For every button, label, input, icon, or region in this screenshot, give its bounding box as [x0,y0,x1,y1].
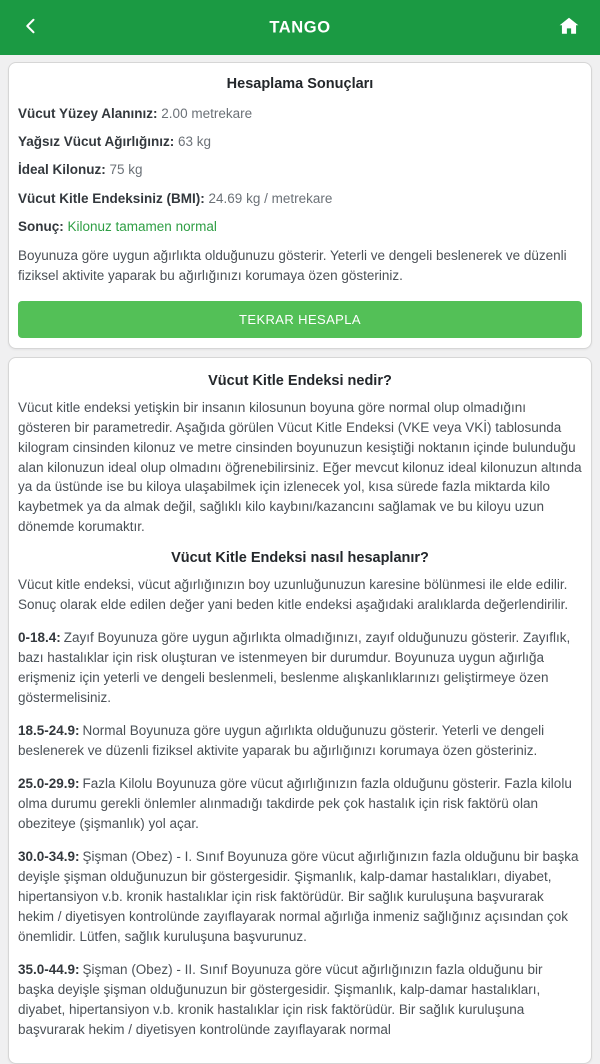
bmi-range-text: Normal Boyunuza göre uygun ağırlıkta olduğunuzu gösterir. Yeterli ve dengeli beslenerek ve düzenli fiziksel aktivite yaparak bu ağırlığınızı korumaya özen gösteriniz. [18,723,545,759]
bmi-range-bounds: 35.0-44.9: [18,961,80,977]
home-button[interactable] [552,11,586,45]
bmi-range-bounds: 25.0-29.9: [18,776,80,792]
bmi-range-bounds: 0-18.4: [18,630,61,646]
result-label: Yağsız Vücut Ağırlığınız: [18,134,175,150]
recalculate-button[interactable]: TEKRAR HESAPLA [18,301,582,338]
bmi-range-normal [18,721,582,761]
result-row-body-surface [18,105,582,123]
result-note: Boyunuza göre uygun ağırlıkta olduğunuzu gösterir. Yeterli ve dengeli beslenerek ve düzenli fiziksel aktivite yaparak bu ağırlığınızı korumaya özen gösteriniz. [18,248,567,284]
bmi-info-card [8,357,592,1064]
app-header [0,0,600,55]
bmi-range-text: Şişman (Obez) - I. Sınıf Boyunuza göre vücut ağırlığınızın fazla olduğunu bir başka deyişle şişman olduğunuzun bir göstergesidir. Şişmanlık, kalp-damar hastalıkları, diyabet, hipertansiyon v.b. kronik hastalıklar için risk faktörüdür. Bir sağlık kuruluşuna başvurarak hekim / diyetisyen kontrolünde zayıflayarak normal ağırlığa inmeniz sağlığınız açısından çok önemlidir. Lütfen, sağlık kuruluşuna başvurunuz. [18,849,579,944]
bmi-range-bounds: 18.5-24.9: [18,723,80,739]
result-value: 2.00 metrekare [161,106,253,121]
bmi-range-obese-2 [18,960,582,1040]
result-value-highlight: Kilonuz tamamen normal [67,218,217,234]
bmi-range-text: Zayıf Boyunuza göre uygun ağırlıkta olmadığınızı, zayıf olduğunuzu gösterir. Zayıflık, bazı hastalıklar için risk oluşturan ve istenmeyen bir durumdur. Boyunuza uygun ağırlığa erişmeniz için yeterli ve dengeli beslenmeli, beslenme alışkanlıklarınızı geliştirmeye özen göstermelisiniz. [18,630,571,706]
bmi-calculation-paragraph: Vücut kitle endeksi, vücut ağırlığınızın boy uzunluğunuzun karesine bölünmesi ile elde edilir. Sonuç olarak elde edilen değer yani beden kitle endeksi aşağıdaki aralıklarda değerlendirilir. [18,577,569,613]
page-title: TANGO [269,18,331,36]
bmi-range-bounds: 30.0-34.9: [18,849,80,865]
bmi-range-underweight [18,628,582,708]
result-label: Vücut Yüzey Alanınız: [18,106,158,121]
result-label: İdeal Kilonuz: [18,162,106,178]
result-label: Vücut Kitle Endeksiniz (BMI): [18,190,205,206]
result-value: 63 kg [178,134,212,150]
bmi-range-obese-1 [18,847,582,947]
bmi-definition-paragraph: Vücut kitle endeksi yetişkin bir insanın kilosunun boyuna göre normal olup olmadığını gösteren bir parametredir. Aşağıda görülen Vücut Kitle Endeksi (VKE veya VKİ) tablosunda kilogram cinsinden kilonuz ve metre cinsinden boyunuzun kesiştiği noktanın içinde bulunduğu alan kilonuzun ideal olup olmadını öğrenebilirsiniz. Eğer mevcut kilonuz ideal kilonuzun altında ya da üstünde ise bu kiloya ulaşabilmek için izlenecek yol, kısa sürede fazla miktarda kilo kaybetmek ya da almak değil, sağlıklı kilo kaybını/kazancını sağlamak ve bu kiloyu uzun dönemde korumaktır. [18,399,582,535]
result-row-bmi [18,190,582,208]
bmi-definition-heading: Vücut Kitle Endeksi nedir? [208,372,392,389]
results-card-title: Hesaplama Sonuçları [226,76,374,92]
result-value: 24.69 kg / metrekare [208,190,333,206]
result-row-ideal-weight [18,161,582,179]
results-card [8,62,592,349]
bmi-range-text: Şişman (Obez) - II. Sınıf Boyunuza göre vücut ağırlığınızın fazla olduğunu bir başka deyişle şişman olduğunuzun bir göstergesidir. Şişmanlık, kalp-damar hastalıkları, diyabet, hipertansiyon v.b. kronik hastalıklar için risk faktörüdür. Bir sağlık kuruluşuna başvurarak hekim / diyetisyen kontrolünde zayıflayarak normal [18,961,543,1037]
back-button[interactable] [14,11,48,45]
result-label: Sonuç: [18,218,64,234]
back-icon [21,16,41,39]
bmi-range-text: Fazla Kilolu Boyunuza göre vücut ağırlığınızın fazla olduğunu gösterir. Fazla kilolu olma durumu gerekli önlemler alınmadığı takdirde pek çok hastalık için risk faktörü olan obeziteye (şişmanlık) yol açar. [18,776,572,832]
bmi-range-overweight [18,774,582,834]
result-row-lean-mass [18,133,582,151]
result-row-verdict [18,218,582,236]
home-icon [558,15,580,40]
result-value: 75 kg [109,162,143,178]
bmi-calculation-heading: Vücut Kitle Endeksi nasıl hesaplanır? [171,550,429,567]
